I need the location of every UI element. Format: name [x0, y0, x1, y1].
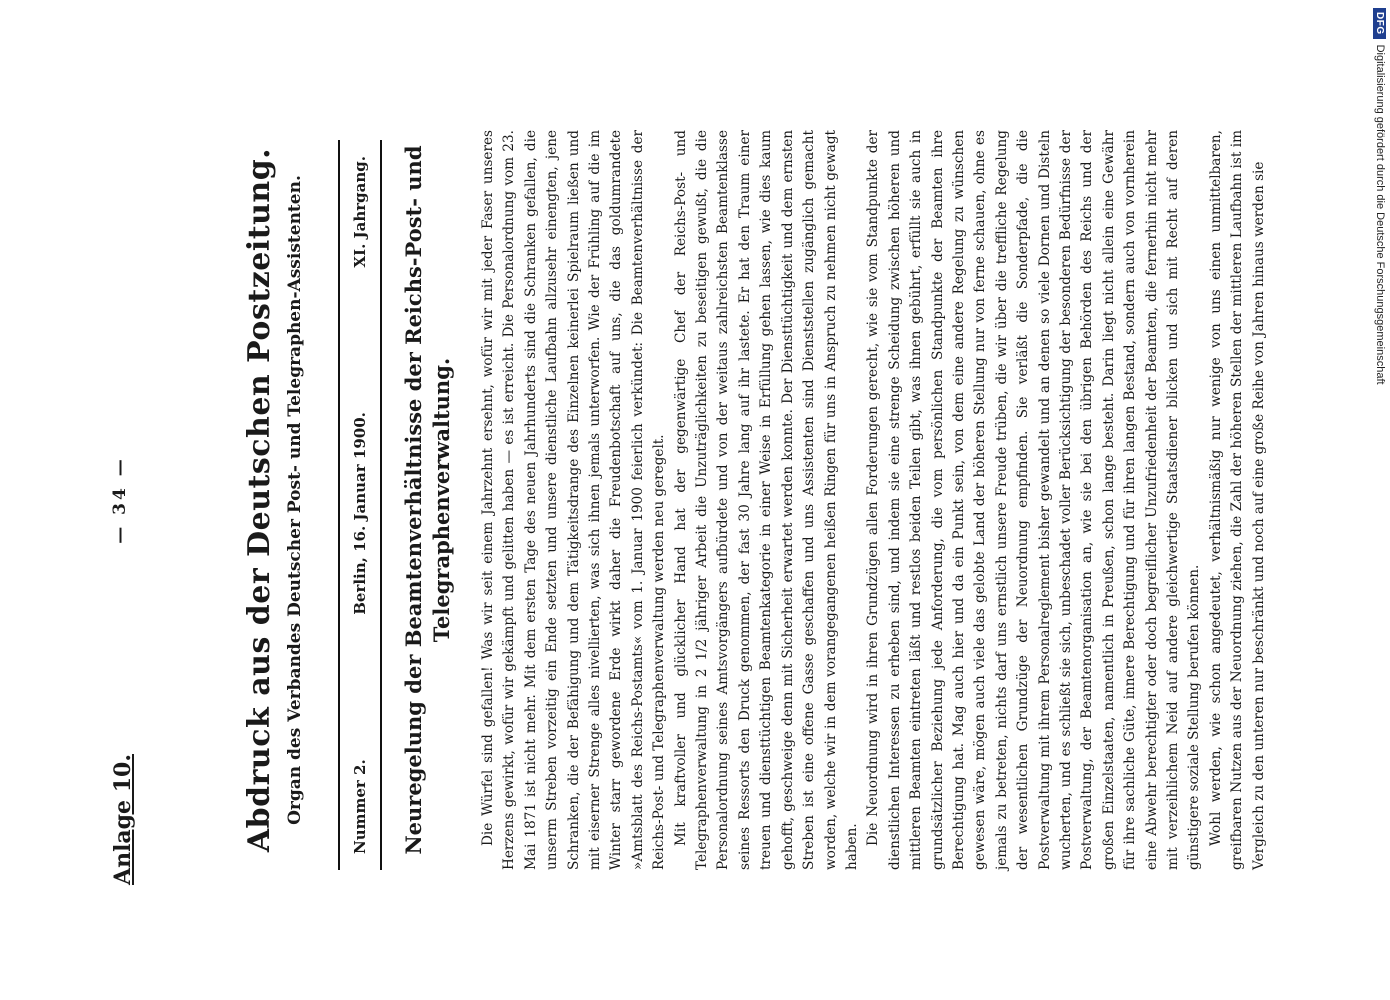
issue-number: Nummer 2. [351, 759, 369, 854]
paper-subtitle: Organ des Verbandes Deutscher Post- und Telegraphen-Assistenten. [285, 175, 305, 825]
article-body [478, 130, 1270, 870]
article-title: Neuregelung der Beamtenverhältnisse der Reichs-Post- und Telegraphenverwaltung. [401, 145, 455, 855]
paragraph-1: Die Würfel sind gefallen! Was wir seit einem Jahrzehnt ersehnt, wofür wir mit jeder Faser unseres Herzens gewirkt, wofür wir gekämpft und gelitten haben — es ist erreicht. Die Personalordnung vom 23. Mai 1871 ist nicht mehr. Mit dem ersten Tage des neuen Jahrhunderts sind die Schranken gefallen, die unserm Streben vorzeitig ein Ende setzten und unsere dienstliche Laufbahn allzusehr einengten, jene Schranken, die der Befähigung und dem Tätigkeitsdrange des Einzelnen keinerlei Spielraum ließen und mit eiserner Strenge alles nivellierten, was sich ihnen jemals unterworfen. Wie der Frühling auf die im Winter starr gewordene Erde wirkt daher die Freudenbotschaft auf uns, die das goldumrandete »Amtsblatt des Reichs-Postamts« vom 1. Januar 1900 feierlich verkündet: Die Beamtenverhältnisse der Reichs-Post- und Telegraphenverwaltung werden neu geregelt. [480, 130, 668, 870]
digitization-credit [1370, 8, 1390, 568]
anlage-label: Anlage 10. [110, 754, 136, 885]
paragraph-4: Wohl werden, wie schon angedeutet, verhältnismäßig nur wenige von uns einen unmittelbaren, greifbaren Nutzen aus der Neuordnung ziehen, die Zahl der höheren Stellen der mittleren Laufbahn ist im Vergleich zu den unteren nur beschränkt und noch auf eine große Reihe von Jahren hinaus werden sie [1207, 130, 1267, 870]
issue-bar [338, 140, 382, 870]
masthead [242, 0, 305, 1000]
rotated-page [100, 0, 1267, 1000]
dfg-logo: DFG [1374, 8, 1387, 39]
paper-title: Abdruck aus der Deutschen Postzeitung. [242, 147, 277, 853]
credit-text: Digitalisierung gefördert durch die Deutsche Forschungsgemeinschaft [1374, 44, 1386, 385]
paragraph-2: Mit kraftvoller und glücklicher Hand hat der gegenwärtige Chef der Reichs-Post- und Telegraphenverwaltung in 2 1/2 jähriger Arbeit die Unzuträglichkeiten zu beseitigen gewußt, die die Personalordnung seines Amtsvorgängers aufbürdete und von der weitaus zahlreichsten Beamtenklasse seines Ressorts den Druck genommen, der fast 30 Jahre lang auf ihr lastete. Er hat den Traum einer treuen und diensttüchtigen Beamtenkategorie in einer Weise in Erfüllung gehen lassen, wie dies kaum gehofft, geschweige denn mit Sicherheit erwartet werden konnte. Der Diensttüchtigkeit und dem ernsten Streben ist eine offene Gasse geschaffen und uns Assistenten sind Dienststellen zugänglich gemacht worden, welche wir in dem vorangegangenen heißen Ringen für uns in Anspruch zu nehmen nicht gewagt haben. [672, 130, 860, 870]
paragraph-3: Die Neuordnung wird in ihren Grundzügen allen Forderungen gerecht, wie sie vom Standpunkte der dienstlichen Interessen zu erheben sind, und indem sie eine strenge Scheidung zwischen höheren und mittleren Beamten eintreten läßt und restlos beiden Teilen gibt, was ihnen gebührt, erfüllt sie auch in grundsätzlicher Beziehung jede Anforderung, die vom persönlichen Standpunkte der Beamten ihre Berechtigung hat. Mag auch hier und da ein Punkt sein, von dem eine andere Regelung zu wünschen gewesen wäre, mögen auch viele das gelobte Land der höheren Stellung nur von ferne schauen, ohne es jemals zu betreten, nichts darf uns ernstlich unsere Freude trüben, die wir über die treffliche Regelung der wesentlichen Grundzüge der Neuordnung empfinden. Sie verläßt die Sonderpfade, die die Postverwaltung mit ihrem Personalreglement bisher gewandelt und an denen so viele Dornen und Disteln wucherten, und es schließt sie sich, unbeschadet voller Berücksichtigung der besonderen Bedürfnisse der Postverwaltung, der Beamtenorganisation an, wie sie bei den übrigen Behörden des Reichs und der großen Einzelstaaten, namentlich in Preußen, schon lange besteht. Darin liegt nicht allein eine Gewähr für ihre sachliche Güte, innere Berechtigung und für ihren langen Bestand, sondern auch von vornherein eine Abwehr berechtigter oder doch begreiflicher Unzufriedenheit der Beamten, die fernerhin nicht mehr mit verzeihlichem Neid auf andere gleichwertige Staatsdiener blicken und sich mit Recht auf deren günstigere soziale Stellung berufen können. [865, 130, 1203, 870]
issue-date: Berlin, 16. Januar 1900. [351, 412, 369, 615]
page-number: — 34 — [110, 456, 130, 544]
issue-volume: XI. Jahrgang. [351, 156, 369, 268]
